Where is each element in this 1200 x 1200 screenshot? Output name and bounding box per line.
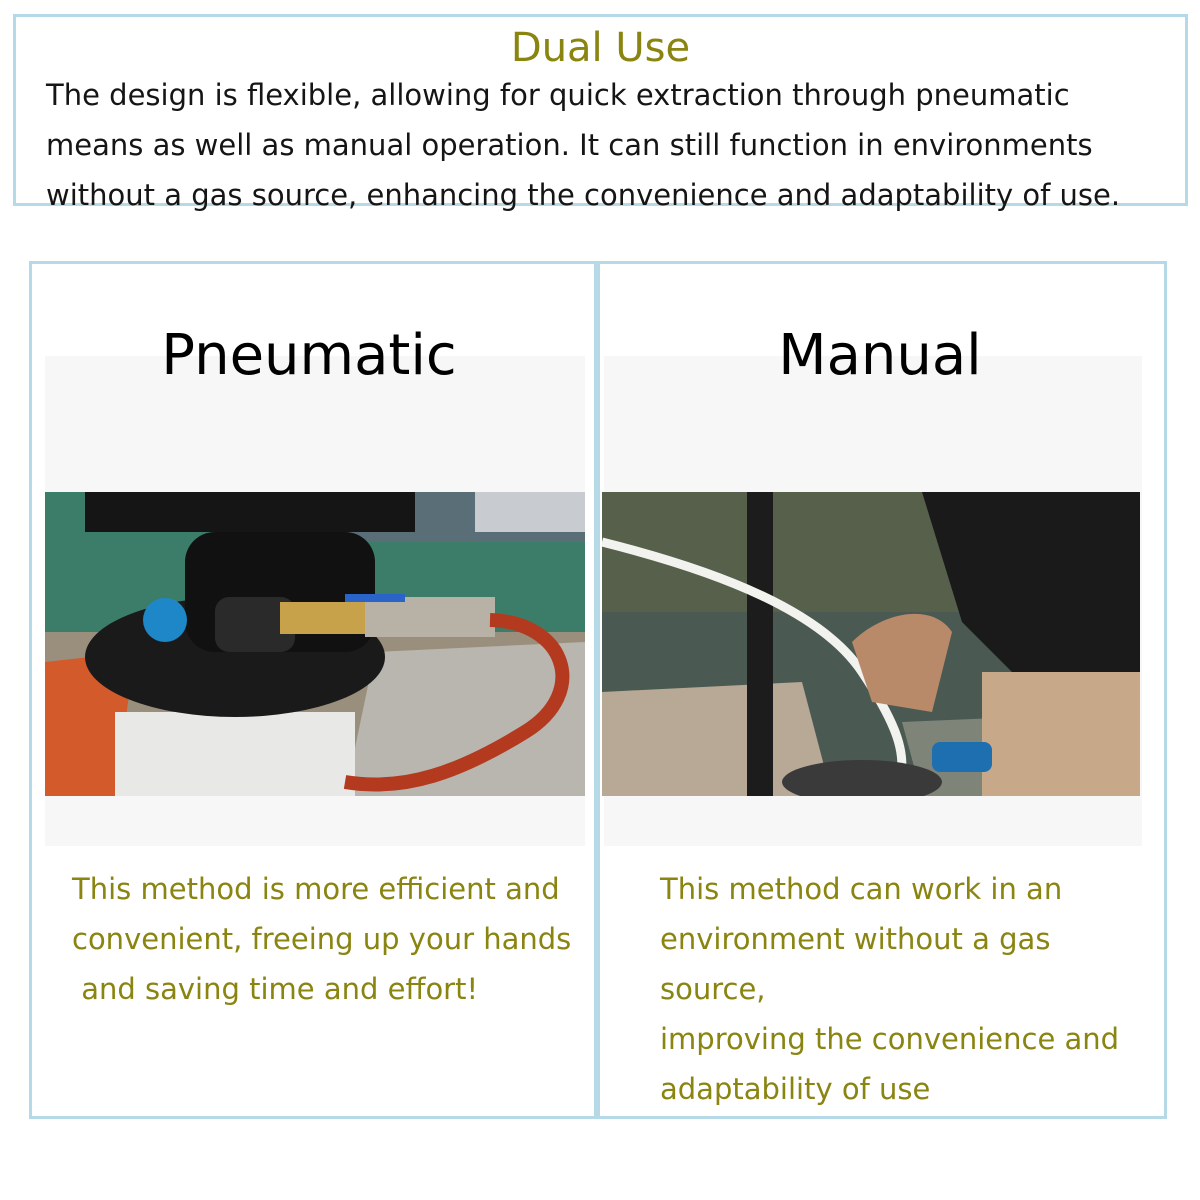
manual-line: adaptability of use [660,1072,931,1106]
manual-photo [602,492,1140,796]
pneumatic-line: and saving time and effort! [72,972,479,1006]
manual-line: improving the convenience and [660,1022,1120,1056]
pneumatic-line: This method is more efficient and [72,872,560,906]
banner-description: The design is flexible, allowing for quick extraction through pneumatic means as well as manual operation. It can still function in environments without a gas source, enhancing the convenience and adaptability of use. [46,78,1121,212]
pneumatic-title: Pneumatic [161,323,457,388]
pneumatic-photo [45,492,585,796]
manual-panel [597,261,1167,1119]
pneumatic-panel [29,261,597,1119]
pneumatic-line: convenient, freeing up your hands [72,922,572,956]
banner-title: Dual Use [510,25,691,71]
manual-description [660,864,1165,1114]
pneumatic-description [72,864,592,1014]
intro-banner [13,14,1188,212]
manual-line: environment without a gas source, [660,922,1051,1006]
manual-title: Manual [778,323,982,388]
manual-line: This method can work in an [660,872,1063,906]
